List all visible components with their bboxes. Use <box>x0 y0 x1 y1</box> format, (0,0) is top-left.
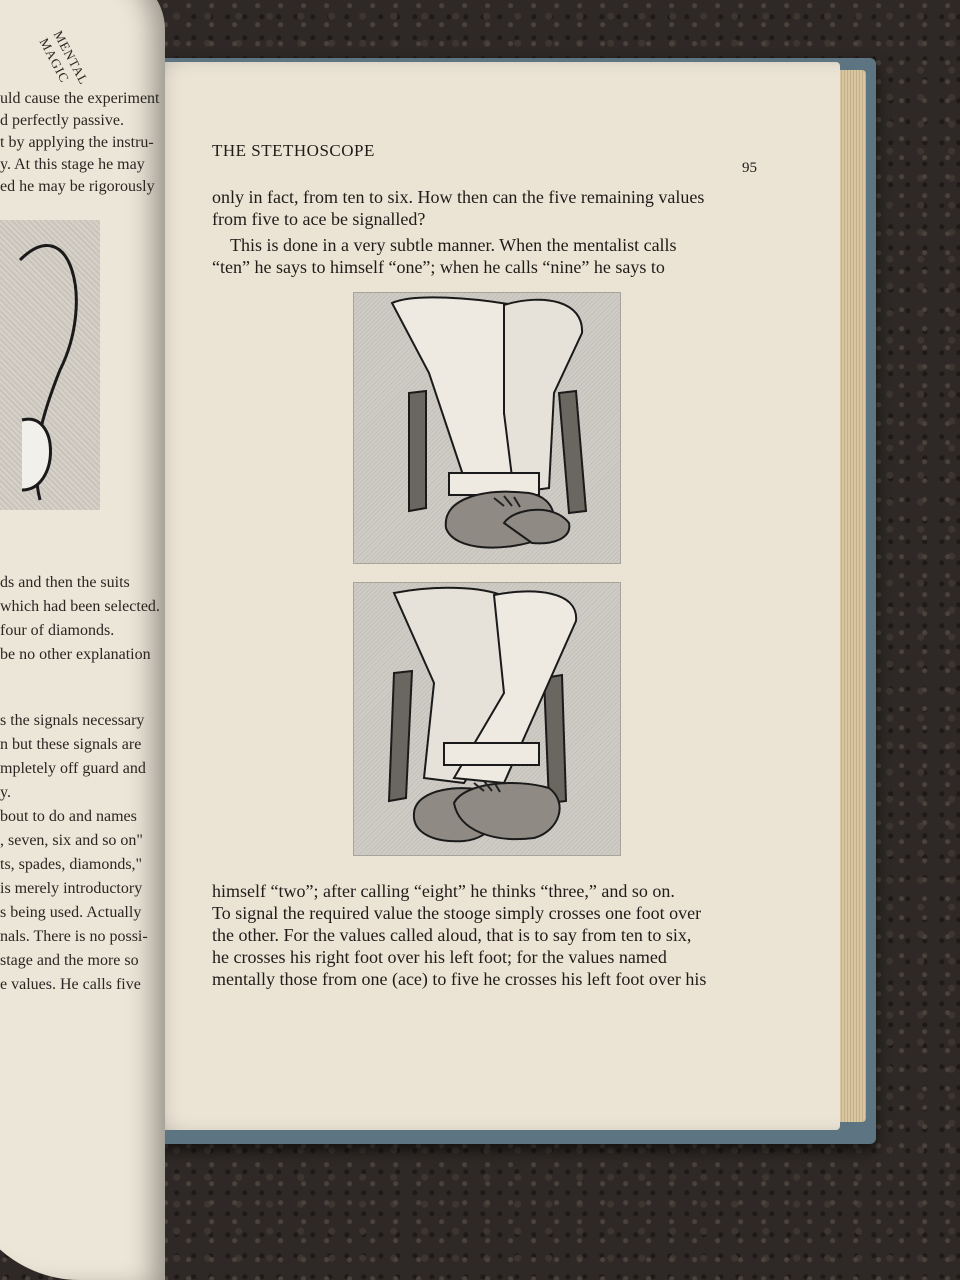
running-head: THE STETHOSCOPE <box>212 141 375 160</box>
text-line: To signal the required value the stooge simply crosses one foot over <box>212 903 702 923</box>
left-text-line: is merely introductory <box>0 880 143 897</box>
stethoscope-illustration <box>0 220 100 510</box>
text-line: “ten” he says to himself “one”; when he calls “nine” he says to <box>212 257 665 277</box>
left-text-line: four of diamonds. <box>0 622 115 639</box>
left-page-illustration <box>0 220 100 510</box>
left-text-line: which had been selected. <box>0 598 160 615</box>
figure-legs-crossed-right-over-left <box>353 292 621 564</box>
left-text-line: ts, spades, diamonds," <box>0 856 143 873</box>
left-text-line: ed he may be rigorously <box>0 178 155 195</box>
page-number: 95 <box>742 160 757 176</box>
left-text-line: nals. There is no possi- <box>0 928 148 945</box>
left-text-line: mpletely off guard and <box>0 760 146 777</box>
left-text-line: s the signals necessary <box>0 712 145 729</box>
paragraph-top <box>212 186 764 278</box>
text-line: mentally those from one (ace) to five he crosses his left foot over his <box>212 969 707 989</box>
text-line: himself “two”; after calling “eight” he thinks “three,” and so on. <box>212 881 675 901</box>
left-text-line: y. At this stage he may <box>0 156 145 173</box>
left-page <box>0 0 165 1280</box>
left-text-line: e values. He calls five <box>0 976 141 993</box>
left-text-line: , seven, six and so on" <box>0 832 143 849</box>
left-text-line: stage and the more so <box>0 952 139 969</box>
paragraph-bottom <box>212 880 764 990</box>
text-line: he crosses his right foot over his left foot; for the values named <box>212 947 667 967</box>
left-text-line: y. <box>0 784 11 801</box>
text-line: the other. For the values called aloud, that is to say from ten to six, <box>212 925 692 945</box>
left-text-line: bout to do and names <box>0 808 137 825</box>
left-text-line: n but these signals are <box>0 736 142 753</box>
left-text-line: s being used. Actually <box>0 904 142 921</box>
legs-illustration <box>354 583 620 855</box>
figure-legs-crossed-left-over-right <box>353 582 621 856</box>
left-text-line: t by applying the instru- <box>0 134 154 151</box>
legs-illustration <box>354 293 620 563</box>
text-line: from five to ace be signalled? <box>212 209 426 229</box>
left-text-line: d perfectly passive. <box>0 112 124 129</box>
left-text-line: ds and then the suits <box>0 574 130 591</box>
left-text-line: uld cause the experiment <box>0 90 160 107</box>
text-line: This is done in a very subtle manner. When the mentalist calls <box>230 235 677 255</box>
left-running-head: MENTAL MAGIC <box>36 28 92 87</box>
left-text-line: be no other explanation <box>0 646 151 663</box>
text-line: only in fact, from ten to six. How then can the five remaining values <box>212 187 705 207</box>
